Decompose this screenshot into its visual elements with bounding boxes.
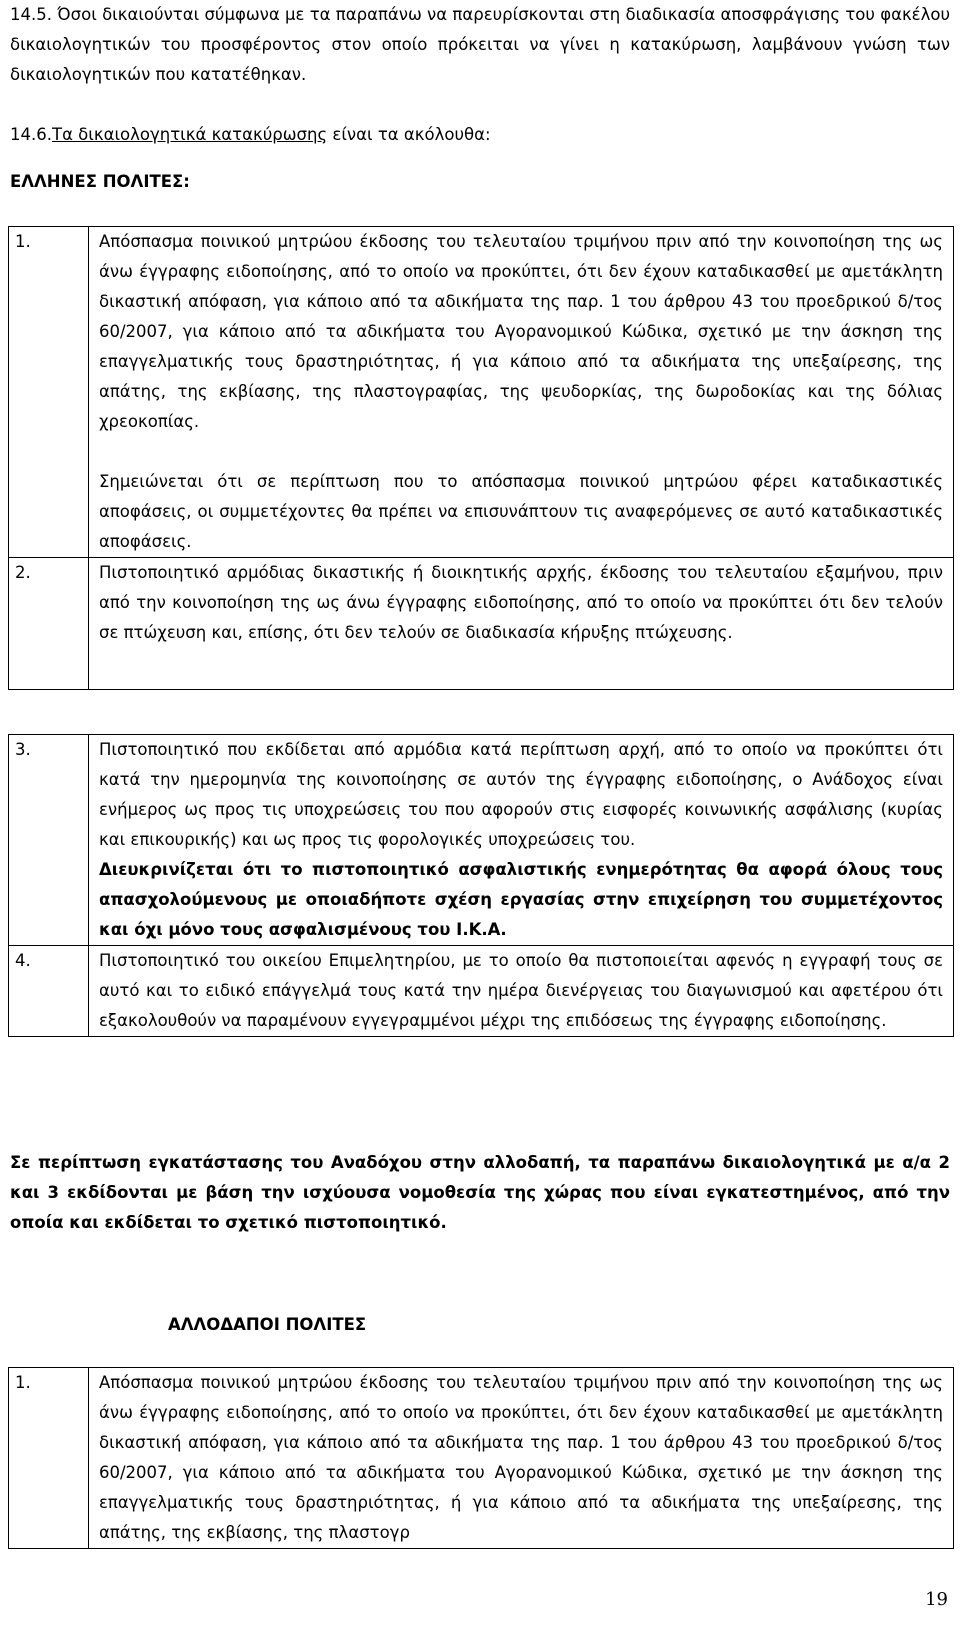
item-number: 3. (9, 735, 89, 946)
table-row (9, 227, 954, 558)
table-row (9, 1368, 954, 1549)
item-text: Απόσπασμα ποινικού μητρώου έκδοσης του τελευταίου τριμήνου πριν από την κοινοποίηση της ως άνω έγγραφης ειδοποίησης, από το οποίο να προκύπτει, ότι δεν έχουν καταδικασθεί με αμετάκλητη δικαστική απόφαση, για κάποιο από τα αδικήματα της παρ. 1 του άρθρου 43 του προεδρικού δ/τος 60/2007, για κάποιο από τα αδικήματα του Αγορανομικού Κώδικα, σχετικό με την άσκηση της επαγγελματικής τους δραστηριότητας, ή για κάποιο από τα αδικήματα της υπεξαίρεσης, της απάτης, της εκβίασης, της πλαστογρ (99, 1373, 943, 1542)
paragraph-14-6-rest: είναι τα ακόλουθα: (327, 125, 491, 144)
foreign-citizens-heading: ΑΛΛΟΔΑΠΟΙ ΠΟΛΙΤΕΣ (168, 1315, 367, 1334)
item-text-cell (89, 558, 954, 690)
item-number: 4. (9, 946, 89, 1037)
paragraph-14-6-underlined: Τα δικαιολογητικά κατακύρωσης (51, 125, 328, 144)
table-row (9, 735, 954, 946)
greek-requirements-table-a (8, 226, 954, 690)
item-number: 1. (9, 1368, 89, 1549)
item-note: Σημειώνεται ότι σε περίπτωση που το απόσπασμα ποινικού μητρώου φέρει καταδικαστικές αποφάσεις, οι συμμετέχοντες θα πρέπει να επισυνάπτουν τις αναφερόμενες σε αυτό καταδικαστικές αποφάσεις. (99, 472, 943, 551)
greek-requirements-table-b (8, 734, 954, 1037)
foreign-requirements-table (8, 1367, 954, 1549)
item-text-cell (89, 227, 954, 558)
paragraph-14-6 (10, 120, 950, 150)
item-text-cell (89, 735, 954, 946)
page-number: 19 (925, 1589, 948, 1610)
item-text-cell (89, 946, 954, 1037)
paragraph-14-6-number: 14.6. (10, 125, 52, 144)
item-text: Απόσπασμα ποινικού μητρώου έκδοσης του τελευταίου τριμήνου πριν από την κοινοποίηση της ως άνω έγγραφης ειδοποίησης, από το οποίο να προκύπτει, ότι δεν έχουν καταδικασθεί με αμετάκλητη δικαστική απόφαση, για κάποιο από τα αδικήματα της παρ. 1 του άρθρου 43 του προεδρικού δ/τος 60/2007, για κάποιο από τα αδικήματα του Αγορανομικού Κώδικα, σχετικό με την άσκηση της επαγγελματικής τους δραστηριότητας, ή για κάποιο από τα αδικήματα της υπεξαίρεσης, της απάτης, της εκβίασης, της πλαστογραφίας, της ψευδορκίας, της δωροδοκίας και της δόλιας χρεοκοπίας. (99, 232, 943, 431)
paragraph-14-5: 14.5. Όσοι δικαιούνται σύμφωνα με τα παραπάνω να παρευρίσκονται στη διαδικασία αποσφράγισης του φακέλου δικαιολογητικών του προσφέροντος στον οποίο πρόκειται να γίνει η κατακύρωση, λαμβάνουν γνώση των δικαιολογητικών που κατατέθηκαν. (10, 5, 950, 84)
item-text: Πιστοποιητικό που εκδίδεται από αρμόδια κατά περίπτωση αρχή, από το οποίο να προκύπτει ότι κατά την ημερομηνία της κοινοποίησης σε αυτόν της έγγραφης ειδοποίησης, ο Ανάδοχος είναι ενήμερος ως προς τις υποχρεώσεις του που αφορούν στις εισφορές κοινωνικής ασφάλισης (κυρίας και επικουρικής) και ως προς τις φορολογικές υποχρεώσεις του. (99, 740, 943, 849)
table-row (9, 558, 954, 690)
item-text-cell (89, 1368, 954, 1549)
item-number: 2. (9, 558, 89, 690)
foreign-establishment-note: Σε περίπτωση εγκατάστασης του Αναδόχου στην αλλοδαπή, τα παραπάνω δικαιολογητικά με α/α 2 και 3 εκδίδονται με βάση την ισχύουσα νομοθεσία της χώρας που είναι εγκατεστημένος, από την οποία και εκδίδεται το σχετικό πιστοποιητικό. (10, 1153, 950, 1232)
item-number: 1. (9, 227, 89, 558)
greek-citizens-heading: ΕΛΛΗΝΕΣ ΠΟΛΙΤΕΣ: (10, 172, 190, 191)
item-text: Πιστοποιητικό αρμόδιας δικαστικής ή διοικητικής αρχής, έκδοσης του τελευταίου εξαμήνου, πριν από την κοινοποίηση της ως άνω έγγραφης ειδοποίησης, από το οποίο να προκύπτει ότι δεν τελούν σε πτώχευση και, επίσης, ότι δεν τελούν σε διαδικασία κήρυξης πτώχευσης. (99, 563, 943, 642)
item-bold-note: Διευκρινίζεται ότι το πιστοποιητικό ασφαλιστικής ενημερότητας θα αφορά όλους τους απασχολούμενους με οποιαδήποτε σχέση εργασίας στην επιχείρηση του συμμετέχοντος και όχι μόνο τους ασφαλισμένους του Ι.Κ.Α. (99, 860, 943, 939)
item-text: Πιστοποιητικό του οικείου Επιμελητηρίου, με το οποίο θα πιστοποιείται αφενός η εγγραφή τους σε αυτό και το ειδικό επάγγελμά τους κατά την ημέρα διενέργειας του διαγωνισμού και αφετέρου ότι εξακολουθούν να παραμένουν εγγεγραμμένοι μέχρι της επιδόσεως της έγγραφης ειδοποίησης. (99, 951, 943, 1030)
table-row (9, 946, 954, 1037)
